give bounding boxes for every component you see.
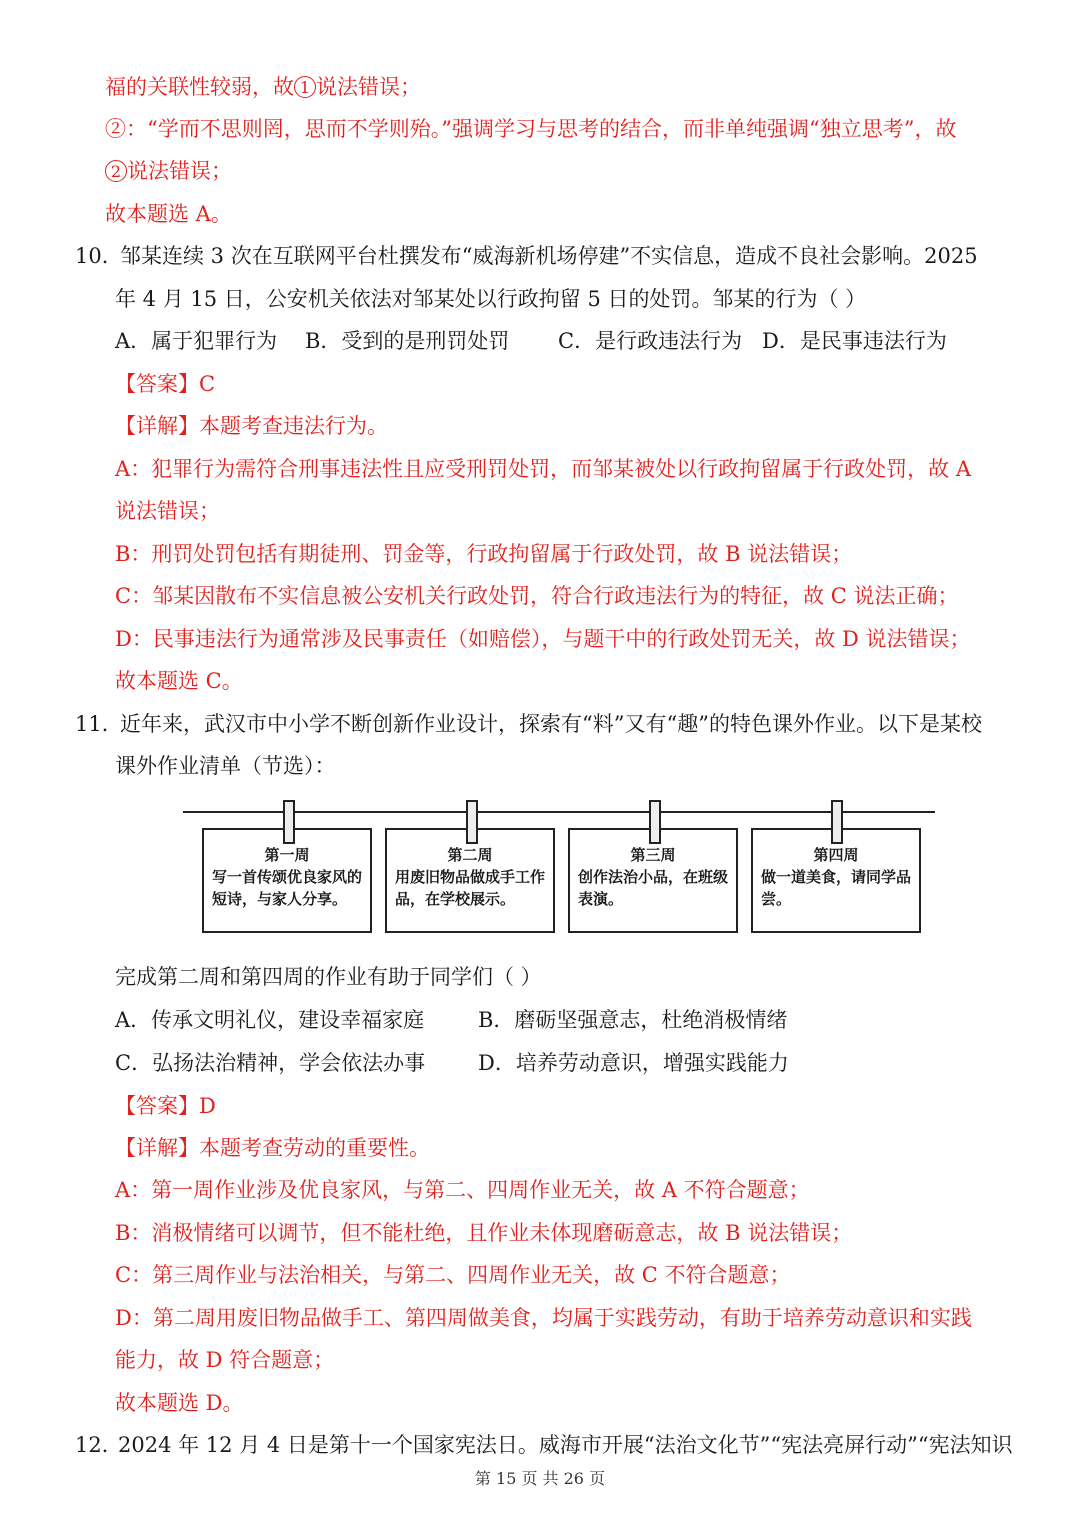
q11-option-c: C．弘扬法治精神，学会依法办事 (115, 1051, 426, 1075)
q11-conclusion: 故本题选 D。 (115, 1391, 244, 1415)
q10-number: 10． (75, 244, 123, 268)
card-body: 做一道美食，请同学品尝。 (761, 868, 912, 908)
q10-conclusion: 故本题选 C。 (115, 669, 243, 693)
q10-option-b: B．受到的是刑罚处罚 (305, 329, 510, 353)
q10-explain-a-line1: A：犯罪行为需符合刑事违法性且应受刑罚处罚，而邹某被处以行政拘留属于行政处罚，故 A (115, 457, 972, 481)
q10-explain-a-line2: 说法错误； (115, 499, 220, 523)
q11-option-b: B．磨砺坚强意志，杜绝消极情绪 (478, 1008, 788, 1032)
card-body: 创作法治小品，在班级表演。 (578, 868, 729, 908)
q11-option-d: D．培养劳动意识，增强实践能力 (478, 1051, 789, 1075)
q10-stem-line1: 邹某连续 3 次在互联网平台杜撰发布“威海新机场停建”不实信息，造成不良社会影响。2025 (120, 244, 978, 268)
clothesline (183, 811, 935, 813)
clothespin-icon (649, 800, 661, 844)
card-title: 第四周 (813, 846, 859, 864)
q10-answer: 【答案】C (115, 372, 216, 396)
clothespin-icon (831, 800, 843, 844)
page-footer: 第 15 页 共 26 页 (474, 1469, 606, 1488)
q10-option-a: A．属于犯罪行为 (115, 329, 278, 353)
q9-tail-line1: 福的关联性较弱，故 1 说法错误； (105, 75, 421, 99)
q10-explain-b: B：刑罚处罚包括有期徒刑、罚金等，行政拘留属于行政处罚，故 B 说法错误； (115, 542, 853, 566)
q11-explain-c: C：第三周作业与法治相关，与第二、四周作业无关，故 C 不符合题意； (115, 1263, 791, 1287)
q11-explain-a: A：第一周作业涉及优良家风，与第二、四周作业无关，故 A 不符合题意； (115, 1178, 810, 1202)
q10-option-c: C．是行政违法行为 (558, 329, 743, 353)
q11-explain-d-line2: 能力，故 D 符合题意； (115, 1348, 335, 1372)
card-body: 写一首传颂优良家风的短诗，与家人分享。 (212, 868, 363, 908)
card-title: 第三周 (630, 846, 676, 864)
q11-detail: 【详解】本题考查劳动的重要性。 (115, 1136, 430, 1160)
q10-stem-line2: 年 4 月 15 日，公安机关依法对邹某处以行政拘留 5 日的处罚。邹某的行为（ ） (115, 287, 867, 311)
q10-option-d: D．是民事违法行为 (762, 329, 947, 353)
q11-option-a: A．传承文明礼仪，建设幸福家庭 (115, 1008, 425, 1032)
clothespin-icon (466, 800, 478, 844)
q11-number: 11． (75, 712, 123, 736)
q12-stem-line1: 2024 年 12 月 4 日是第十一个国家宪法日。威海市开展“法治文化节”“宪法亮屏行动”“宪法知识 (118, 1433, 1013, 1457)
q10-explain-c: C：邹某因散布不实信息被公安机关行政处罚，符合行政违法行为的特征，故 C 说法正确； (115, 584, 959, 608)
clothespin-icon (283, 800, 295, 844)
q11-question: 完成第二周和第四周的作业有助于同学们（ ） (115, 965, 542, 989)
q10-explain-d: D：民事违法行为通常涉及民事责任（如赔偿），与题干中的行政处罚无关，故 D 说法错误； (115, 627, 971, 651)
q11-answer: 【答案】D (115, 1094, 216, 1118)
q9-conclusion: 故本题选 A。 (105, 202, 232, 226)
q11-stem-line2: 课外作业清单（节选）： (115, 754, 336, 778)
q11-stem-line1: 近年来，武汉市中小学不断创新作业设计，探索有“料”又有“趣”的特色课外作业。以下是某校 (120, 712, 982, 736)
q11-explain-b: B：消极情绪可以调节，但不能杜绝，且作业未体现磨砺意志，故 B 说法错误； (115, 1221, 853, 1245)
circled-number-2: 2 (105, 160, 127, 182)
q12-number: 12． (75, 1433, 123, 1457)
circled-number-1: 1 (294, 76, 316, 98)
card-title: 第一周 (264, 846, 310, 864)
q9-tail-line3: 2 说法错误； (105, 156, 232, 186)
card-body: 用废旧物品做成手工作品，在学校展示。 (395, 868, 546, 908)
q9-tail-line2: ②：“学而不思则罔，思而不学则殆。”强调学习与思考的结合，而非单纯强调“独立思考”，故 (105, 117, 957, 141)
q10-detail: 【详解】本题考查违法行为。 (115, 414, 388, 438)
card-title: 第二周 (447, 846, 493, 864)
q11-explain-d-line1: D：第二周用废旧物品做手工、第四周做美食，均属于实践劳动，有助于培养劳动意识和实践 (115, 1306, 972, 1330)
